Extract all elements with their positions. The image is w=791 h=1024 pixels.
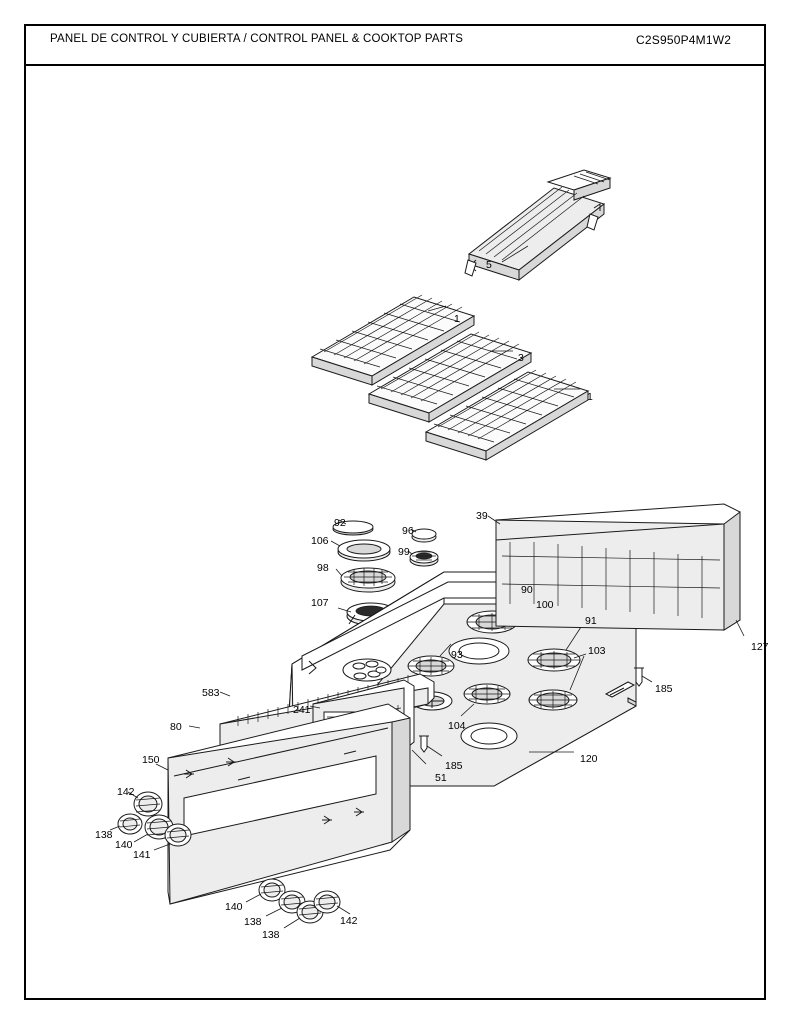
burner-cap-96	[412, 529, 436, 542]
knob-142-bottom	[314, 891, 340, 913]
callout-142: 142	[340, 915, 358, 927]
callout-1: 1	[587, 391, 593, 403]
callout-3: 3	[518, 352, 524, 364]
callout-120: 120	[580, 753, 598, 765]
callout-100: 100	[536, 599, 554, 611]
callout-150: 150	[142, 754, 160, 766]
callout-90: 90	[521, 584, 533, 596]
callout-107: 107	[311, 597, 329, 609]
callout-99: 99	[398, 546, 410, 558]
callout-138: 138	[244, 916, 262, 928]
callout-127: 127	[751, 641, 769, 653]
knob-138-left	[118, 814, 142, 834]
callout-98: 98	[317, 562, 329, 574]
callout-39: 39	[476, 510, 488, 522]
callout-92: 92	[334, 517, 346, 529]
callout-104: 104	[448, 720, 466, 732]
callout-51: 51	[435, 772, 447, 784]
knob-142-left	[134, 792, 162, 816]
callout-5: 5	[486, 259, 492, 271]
cooktop-burner-ring-103	[529, 690, 577, 710]
cooktop-burner-ring-104	[464, 684, 510, 704]
burner-head-98	[341, 568, 395, 592]
cooktop-burner-ring-91	[528, 649, 580, 671]
model-number: C2S950P4M1W2	[636, 33, 732, 47]
callout-80: 80	[170, 721, 182, 733]
burner-ring-106	[338, 540, 390, 561]
cooktop-burner-ring-93	[408, 656, 454, 676]
callout-138: 138	[95, 829, 113, 841]
callout-185: 185	[655, 683, 673, 695]
control-panel-150	[168, 704, 410, 904]
callout-142: 142	[117, 786, 135, 798]
callout-93: 93	[451, 649, 463, 661]
rear-trim-bracket-127	[496, 504, 740, 630]
cooktop-burner-oval	[343, 659, 391, 681]
callout-583: 583	[202, 687, 220, 699]
burner-head-99	[410, 551, 438, 566]
callout-103: 103	[588, 645, 606, 657]
callout-1: 1	[454, 313, 460, 325]
callout-140: 140	[115, 839, 133, 851]
callout-141: 141	[133, 849, 151, 861]
callout-185: 185	[445, 760, 463, 772]
page-title: PANEL DE CONTROL Y CUBIERTA / CONTROL PANEL & COOKTOP PARTS	[50, 33, 464, 45]
callout-91: 91	[585, 615, 597, 627]
callout-241: 241	[293, 704, 311, 716]
callout-138: 138	[262, 929, 280, 941]
callout-140: 140	[225, 901, 243, 913]
callout-96: 96	[402, 525, 414, 537]
knob-141-left	[165, 824, 191, 846]
callout-106: 106	[311, 535, 329, 547]
cooktop-burner-oval-2	[461, 723, 517, 749]
